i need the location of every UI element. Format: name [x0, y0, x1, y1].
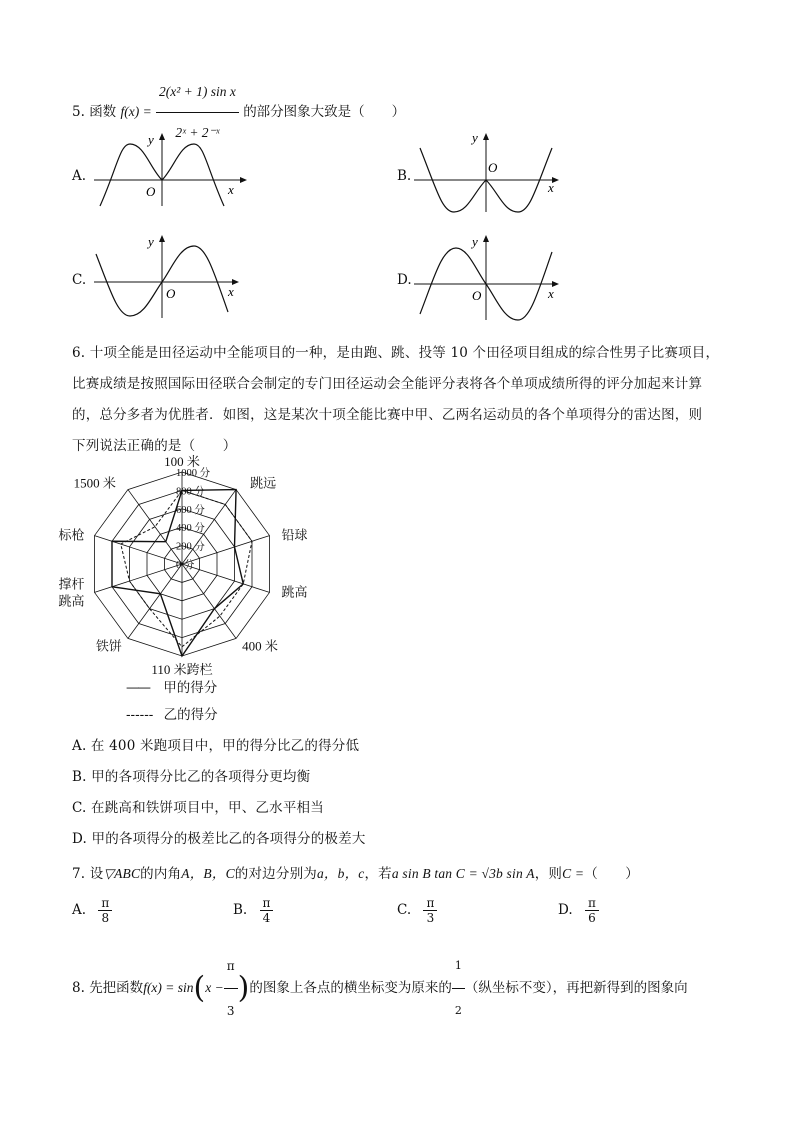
origin-label: O — [166, 286, 176, 301]
q5-option-b-graph — [412, 128, 572, 218]
q5-number: 5. — [72, 104, 85, 120]
radar-category-label: 100 米 — [164, 454, 200, 469]
q5-option-a-label: A. — [72, 168, 87, 184]
legend-solid-label: 甲的得分 — [163, 680, 218, 696]
q7-option-d — [558, 896, 599, 925]
q6-line-4: 下列说法正确的是（ ） — [72, 438, 237, 454]
q7-triangle: ▽ABC — [103, 866, 141, 881]
radar-category-label: 铁饼 — [95, 638, 122, 654]
q8-number: 8. — [72, 980, 85, 996]
legend-dashed-label: 乙的得分 — [163, 707, 218, 723]
q6-line-2: 比赛成绩是按照国际田径联合会制定的专门田径运动会全能评分表将各个单项成绩所得的评分加起来计算 — [72, 376, 703, 392]
q5-option-c-graph — [92, 230, 252, 322]
q8-paren-close: ) — [237, 970, 250, 1006]
q5-option-d-label: D. — [397, 272, 412, 288]
q7-text-c: 的对边分别为 — [234, 866, 317, 882]
q7-option-a — [72, 896, 112, 925]
radar-spoke — [95, 536, 182, 564]
axis-x-label: x — [228, 182, 234, 197]
q7-option-c-fraction: $\frac{\pi}{3}$ — [423, 896, 437, 925]
legend-solid-line: —— — [126, 680, 149, 696]
legend-solid — [126, 676, 217, 696]
q8-fx: f(x) = sin — [143, 980, 194, 995]
q8-stem — [72, 944, 688, 1018]
q7-text-b: 的内角 — [140, 866, 182, 882]
q6-option-a: A. 在 400 米跑项目中，甲的得分比乙的得分低 — [72, 738, 360, 754]
q6-number: 6. — [72, 345, 86, 361]
x-arrow — [240, 177, 247, 183]
radar-scale-label: 800 分 — [176, 486, 205, 498]
origin-label: O — [146, 184, 156, 199]
legend-dashed-line: ------ — [126, 707, 154, 723]
axis-y-label: y — [148, 132, 154, 147]
radar-category-label: 撑杆 — [58, 576, 85, 592]
radar-spoke — [95, 564, 182, 592]
radar-spoke — [182, 564, 269, 592]
axis-x-label: x — [548, 180, 554, 195]
q7-option-c-label: C. — [397, 902, 412, 918]
q7-ask: C = — [562, 866, 585, 881]
axis-y-label: y — [148, 234, 154, 249]
origin-label: O — [472, 288, 482, 303]
q7-angles: A，B，C — [181, 866, 235, 881]
q7-paren: （ ） — [584, 866, 639, 882]
y-arrow — [483, 133, 489, 140]
q7-option-a-fraction: $\frac{\pi}{8}$ — [98, 896, 112, 925]
origin-label: O — [488, 160, 498, 175]
q8-inner-fraction: $\frac{\pi}{3}$ — [224, 944, 238, 1033]
y-arrow — [159, 133, 165, 140]
radar-spoke — [128, 564, 182, 638]
q6-line-1 — [72, 341, 719, 361]
q8-text-b: 的图象上各点的横坐标变为原来的 — [249, 980, 452, 996]
radar-category-label: 铅球 — [281, 527, 308, 543]
radar-category-label: 400 米 — [242, 638, 278, 654]
q7-option-a-label: A. — [72, 902, 87, 918]
q7-equation: a sin B tan C = √3b sin A — [391, 866, 535, 881]
q6-text-1: 十项全能是田径运动中全能项目的一种，是由跑、跳、投等 10 个田径项目组成的综合性男子比赛项目， — [89, 345, 720, 361]
q5-option-a-graph — [92, 128, 252, 208]
radar-scale-label: 1000 分 — [176, 468, 211, 479]
q5-text-post: 的部分图象大致是（ ） — [243, 104, 406, 120]
radar-scale-label: 200 分 — [176, 541, 205, 553]
q5-option-c-label: C. — [72, 272, 87, 288]
y-arrow — [159, 235, 165, 242]
q5-option-d-graph — [412, 230, 572, 324]
axis-y-label: y — [472, 130, 478, 145]
q6-line-3: 的，总分多者为优胜者．如图，这是某次十项全能比赛中甲、乙两名运动员的各个单项得分的雷达图，则 — [72, 407, 703, 423]
q7-text-a: 设 — [89, 866, 104, 882]
q8-text-a: 先把函数 — [89, 980, 144, 996]
radar-category-label: 110 米跨栏 — [151, 662, 213, 677]
q7-text-d: ，若 — [364, 866, 392, 882]
q7-option-c — [397, 896, 437, 925]
radar-category-label: 跳远 — [250, 475, 277, 491]
q5-stem — [72, 72, 406, 140]
q5-denominator: 2ˣ + 2⁻ˣ — [175, 125, 220, 140]
radar-spoke — [182, 564, 236, 638]
radar-category-label: 跳高 — [58, 593, 85, 609]
q5-fx: f(x) = — [120, 104, 152, 119]
radar-scale-label: 0 分 — [176, 560, 195, 571]
legend-dashed — [126, 703, 218, 723]
axis-x-label: x — [228, 284, 234, 299]
q6-option-b: B. 甲的各项得分比乙的各项得分更均衡 — [72, 769, 311, 785]
radar-category-label: 跳高 — [281, 584, 308, 600]
q7-option-b-fraction: $\frac{\pi}{4}$ — [260, 896, 274, 925]
q7-option-d-label: D. — [558, 902, 573, 918]
radar-scale-label: 400 分 — [176, 523, 205, 535]
q8-paren-open: ( — [193, 970, 206, 1006]
axis-y-label: y — [472, 234, 478, 249]
q6-option-d: D. 甲的各项得分的极差比乙的各项得分的极差大 — [72, 831, 366, 847]
q7-stem — [72, 862, 639, 882]
q5-option-b-label: B. — [397, 168, 412, 184]
q7-number: 7. — [72, 866, 86, 882]
q8-half-fraction: $\frac{1}{2}$ — [452, 944, 465, 1033]
q7-option-b — [233, 896, 273, 925]
q8-text-c: （纵坐标不变），再把新得到的图象向 — [464, 980, 688, 996]
q7-sides: a，b，c — [316, 866, 365, 881]
radar-chart — [58, 454, 308, 677]
q7-text-e: ，则 — [534, 866, 563, 882]
q5-text-pre: 函数 — [89, 104, 117, 120]
radar-scale-label: 600 分 — [176, 504, 205, 516]
y-arrow — [483, 235, 489, 242]
q7-option-b-label: B. — [233, 902, 248, 918]
q8-inner-x: x − — [205, 980, 224, 995]
radar-category-label: 标枪 — [58, 527, 85, 543]
q6-option-c: C. 在跳高和铁饼项目中，甲、乙水平相当 — [72, 800, 324, 816]
q7-option-d-fraction: $\frac{\pi}{6}$ — [585, 896, 599, 925]
axis-x-label: x — [548, 286, 554, 301]
radar-category-label: 1500 米 — [73, 475, 116, 491]
q5-numerator: 2(x² + 1) sin x — [156, 72, 239, 113]
